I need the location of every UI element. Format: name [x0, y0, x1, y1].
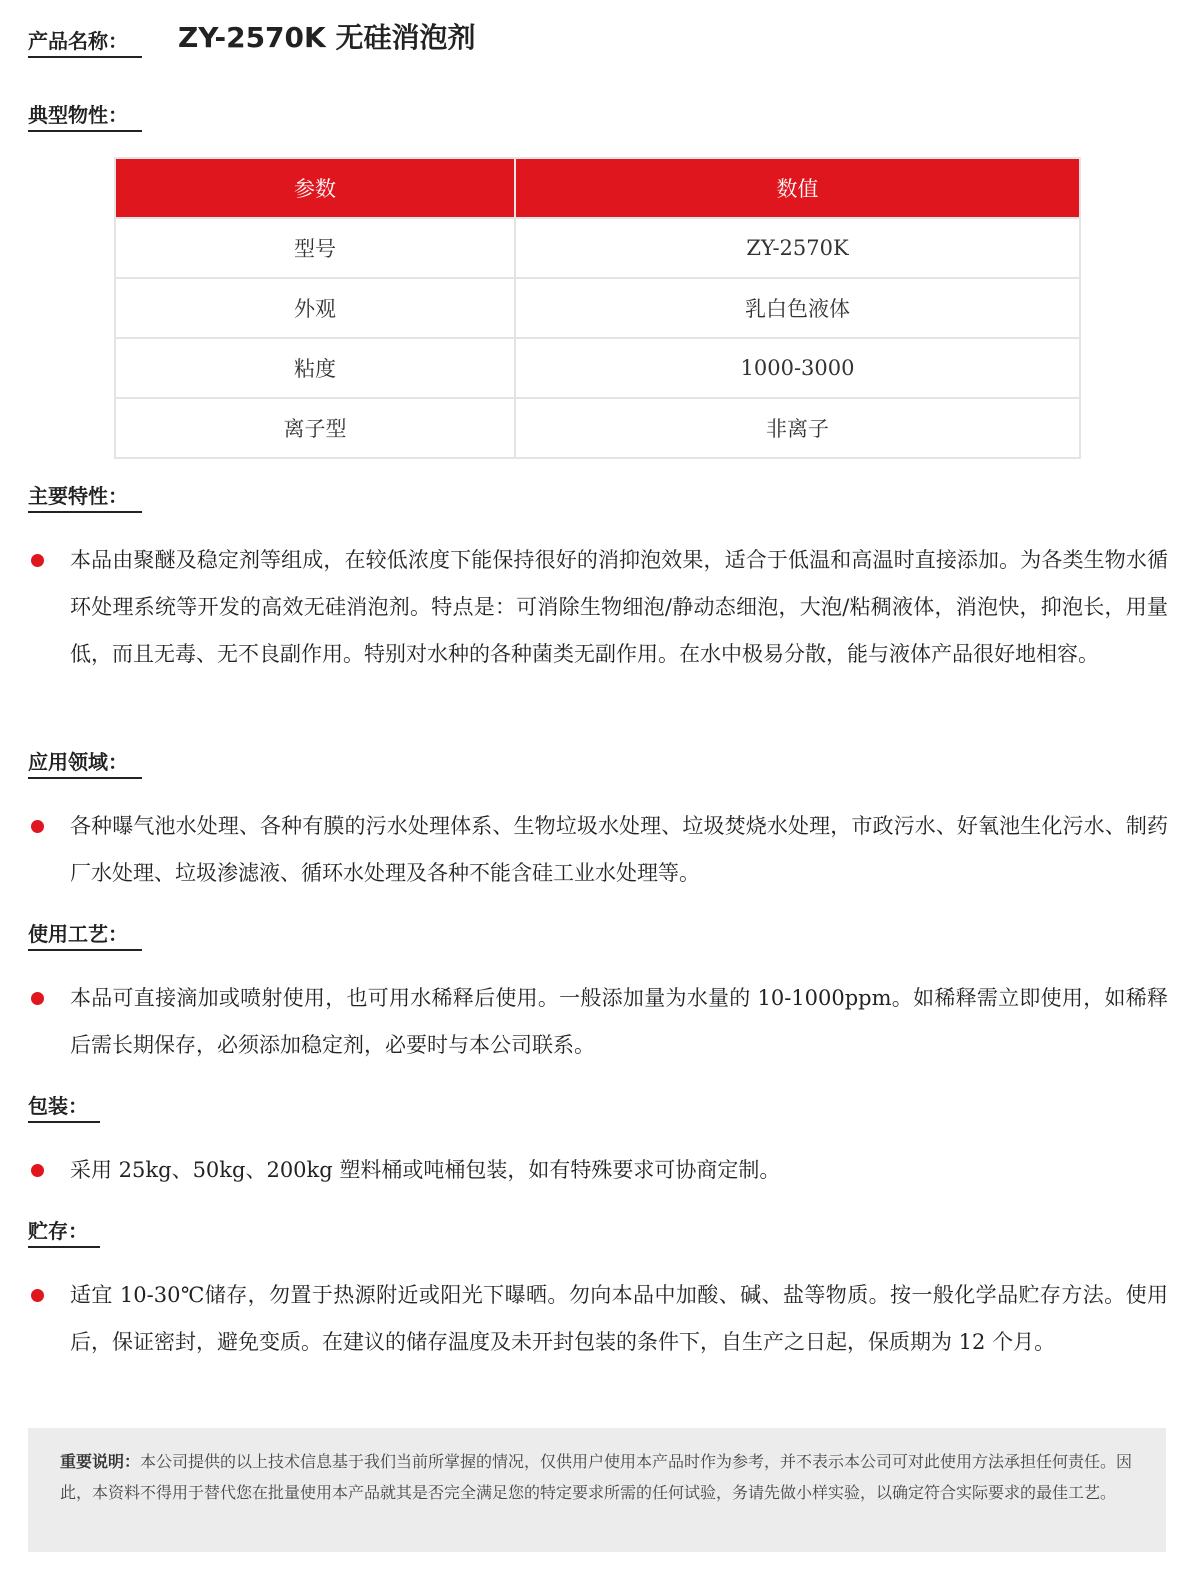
param-cell: 外观 — [116, 279, 516, 337]
table-row — [116, 219, 1079, 279]
packaging-text: 采用 25kg、50kg、200kg 塑料桶或吨桶包装，如有特殊要求可协商定制。 — [70, 1158, 781, 1182]
product-name: ZY-2570K 无硅消泡剂 — [178, 21, 476, 54]
value-cell: 乳白色液体 — [745, 297, 850, 321]
features-text: 本品由聚醚及稳定剂等组成，在较低浓度下能保持很好的消抑泡效果，适合于低温和高温时直接添加。为各类生物水循环处理系统等开发的高效无硅消泡剂。特点是：可消除生物细泡/静动态细泡，大泡/粘稠液体，消泡快，抑泡长，用量低，而且无毒、无不良副作用。特别对水种的各种菌类无副作用。在水中极易分散，能与液体产品很好地相容。 — [70, 548, 1168, 666]
bullet-dot-icon — [31, 1289, 44, 1302]
bullet-dot-icon — [31, 992, 44, 1005]
product-title-row — [28, 18, 475, 58]
notice-label: 重要说明： — [60, 1452, 141, 1471]
param-cell: 型号 — [116, 219, 516, 277]
usage-heading: 使用工艺： — [28, 921, 142, 951]
bullet-dot-icon — [31, 554, 44, 567]
param-cell: 离子型 — [116, 399, 516, 457]
properties-table — [114, 157, 1081, 459]
value-cell: ZY-2570K — [746, 236, 849, 260]
packaging-item — [28, 1147, 1168, 1194]
features-item — [28, 537, 1168, 678]
column-header-value: 数值 — [776, 177, 819, 201]
value-cell: 非离子 — [766, 417, 829, 441]
storage-item — [28, 1272, 1168, 1366]
storage-heading: 贮存： — [28, 1218, 100, 1248]
important-notice — [28, 1428, 1166, 1552]
applications-text: 各种曝气池水处理、各种有膜的污水处理体系、生物垃圾水处理、垃圾焚烧水处理，市政污水、好氧池生化污水、制药厂水处理、垃圾渗滤液、循环水处理及各种不能含硅工业水处理等。 — [70, 814, 1168, 885]
bullet-dot-icon — [31, 1164, 44, 1177]
table-row — [116, 339, 1079, 399]
table-row — [116, 399, 1079, 457]
column-header-param: 参数 — [116, 159, 516, 217]
table-row — [116, 279, 1079, 339]
product-name-label: 产品名称： — [28, 28, 142, 58]
usage-text: 本品可直接滴加或喷射使用，也可用水稀释后使用。一般添加量为水量的 10-1000ppm。如稀释需立即使用，如稀释后需长期保存，必须添加稳定剂，必要时与本公司联系。 — [70, 986, 1168, 1057]
storage-text: 适宜 10-30℃储存，勿置于热源附近或阳光下曝晒。勿向本品中加酸、碱、盐等物质。按一般化学品贮存方法。使用后，保证密封，避免变质。在建议的储存温度及未开封包装的条件下，自生产之日起，保质期为 12 个月。 — [70, 1283, 1168, 1354]
features-heading: 主要特性： — [28, 483, 142, 513]
applications-item — [28, 803, 1168, 897]
packaging-heading: 包装： — [28, 1093, 100, 1123]
applications-heading: 应用领域： — [28, 749, 142, 779]
value-cell: 1000-3000 — [740, 356, 855, 380]
usage-item — [28, 975, 1168, 1069]
param-cell: 粘度 — [116, 339, 516, 397]
notice-text: 本公司提供的以上技术信息基于我们当前所掌握的情况，仅供用户使用本产品时作为参考，并不表示本公司可对此使用方法承担任何责任。因此，本资料不得用于替代您在批量使用本产品就其是否完全满足您的特定要求所需的任何试验，务请先做小样实验，以确定符合实际要求的最佳工艺。 — [60, 1452, 1133, 1502]
bullet-dot-icon — [31, 820, 44, 833]
table-header-row — [116, 159, 1079, 219]
properties-heading: 典型物性： — [28, 102, 142, 132]
